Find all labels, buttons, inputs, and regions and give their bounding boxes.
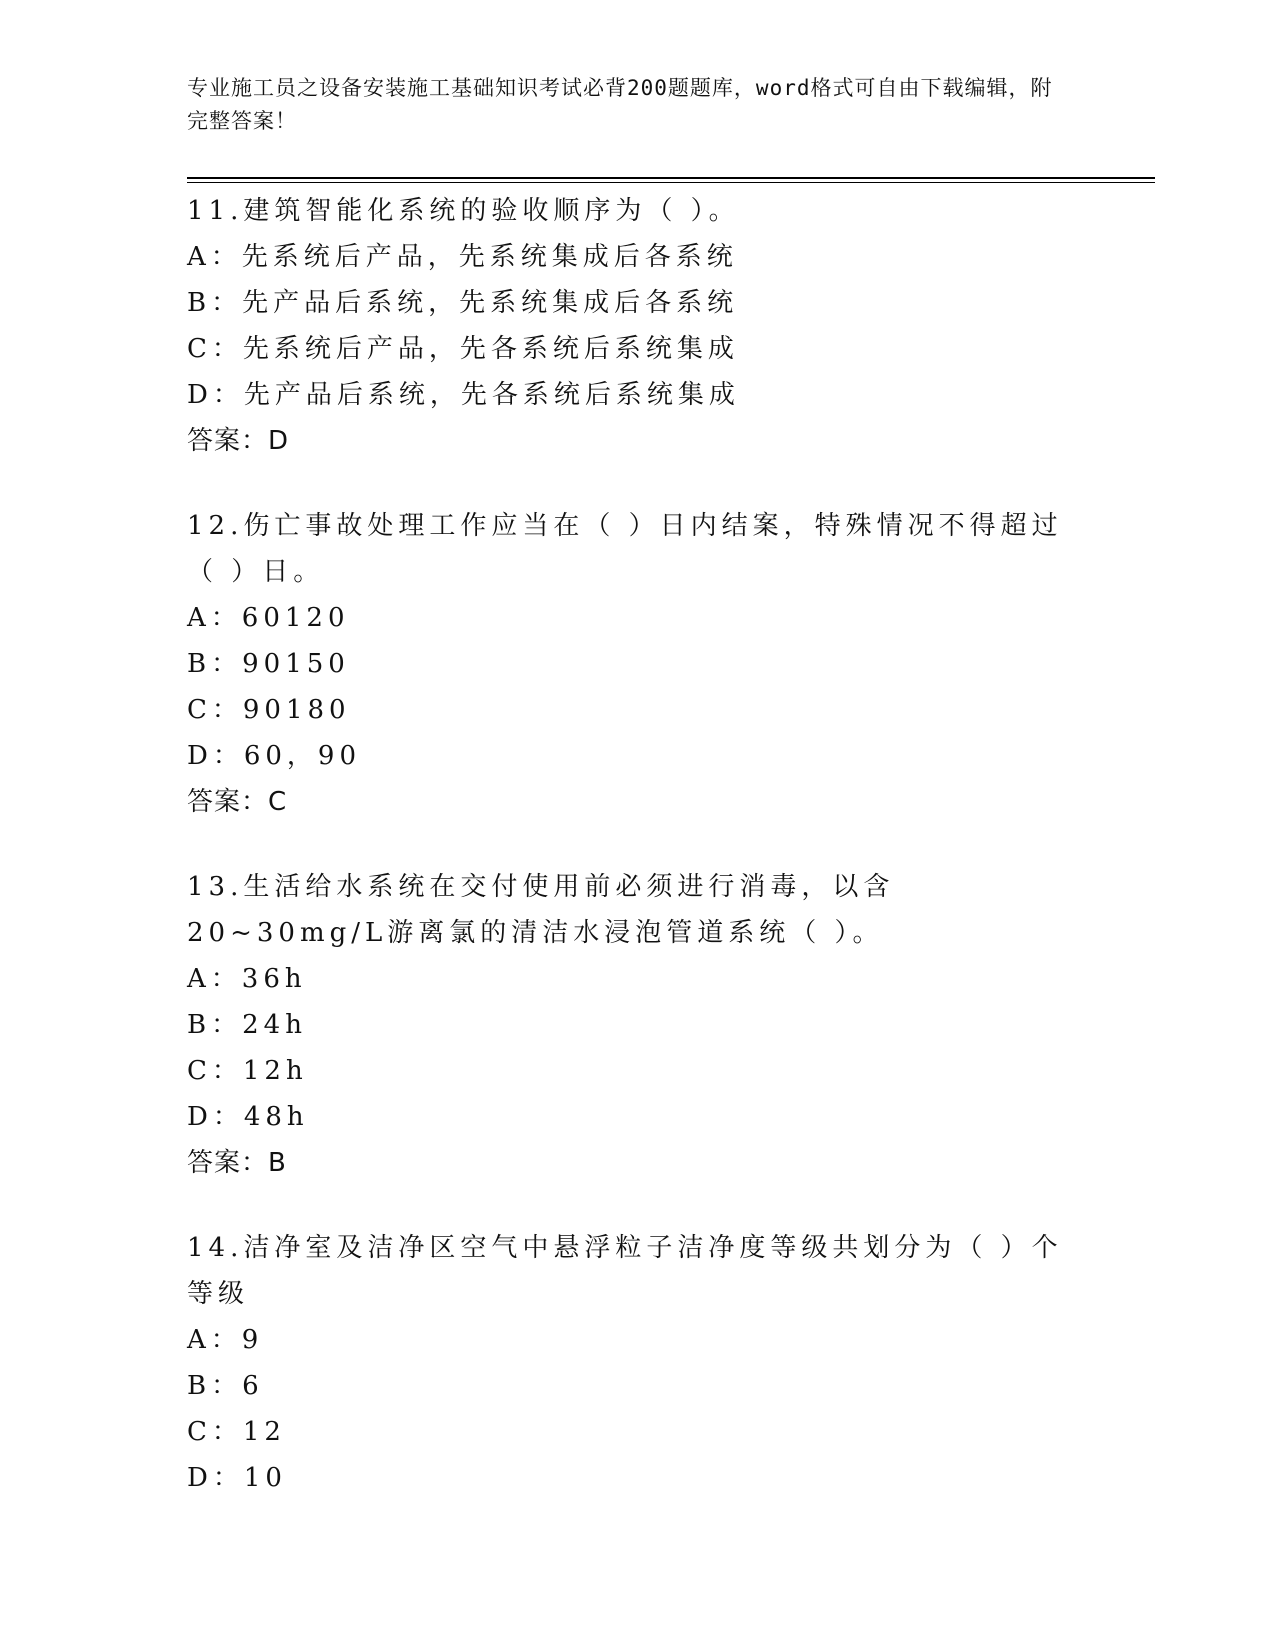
option-d: D：60，90	[187, 741, 362, 771]
question-text: 13.生活给水系统在交付使用前必须进行消毒，以含20~30mg/L游离氯的清洁水浸泡管道系统（ ）。	[187, 872, 895, 948]
option-d: D：10	[187, 1463, 287, 1493]
header-rule-thick	[187, 177, 1155, 179]
option-d: D：先产品后系统，先各系统后系统集成	[187, 380, 740, 410]
question-14	[187, 1225, 1087, 1501]
question-text: 11.建筑智能化系统的验收顺序为（ ）。	[187, 196, 740, 226]
option-b: B：24h	[187, 1010, 307, 1040]
answer: 答案：D	[187, 426, 290, 456]
option-b: B：先产品后系统，先系统集成后各系统	[187, 288, 739, 318]
question-11	[187, 188, 1087, 464]
question-text: 14.洁净室及洁净区空气中悬浮粒子洁净度等级共划分为（ ）个等级	[187, 1233, 1063, 1309]
document-header: 专业施工员之设备安装施工基础知识考试必背200题题库，word格式可自由下载编辑，附完整答案！	[187, 76, 1053, 133]
question-text: 12.伤亡事故处理工作应当在（ ）日内结案，特殊情况不得超过（ ）日。	[187, 511, 1063, 587]
option-a: A：先系统后产品，先系统集成后各系统	[187, 242, 738, 272]
option-b: B：90150	[187, 649, 350, 679]
option-c: C：12	[187, 1417, 286, 1447]
option-d: D：48h	[187, 1102, 309, 1132]
option-c: C：12h	[187, 1056, 308, 1086]
option-a: A：36h	[187, 964, 307, 994]
option-a: A：9	[187, 1325, 264, 1355]
option-b: B：6	[187, 1371, 264, 1401]
question-12	[187, 503, 1087, 825]
option-c: C：90180	[187, 695, 351, 725]
question-13	[187, 864, 1087, 1186]
option-c: C：先系统后产品，先各系统后系统集成	[187, 334, 739, 364]
answer: 答案：C	[187, 787, 288, 817]
option-a: A：60120	[187, 603, 350, 633]
header-rule-thin	[187, 182, 1155, 183]
question-list	[187, 188, 1087, 1540]
answer: 答案：B	[187, 1148, 287, 1178]
